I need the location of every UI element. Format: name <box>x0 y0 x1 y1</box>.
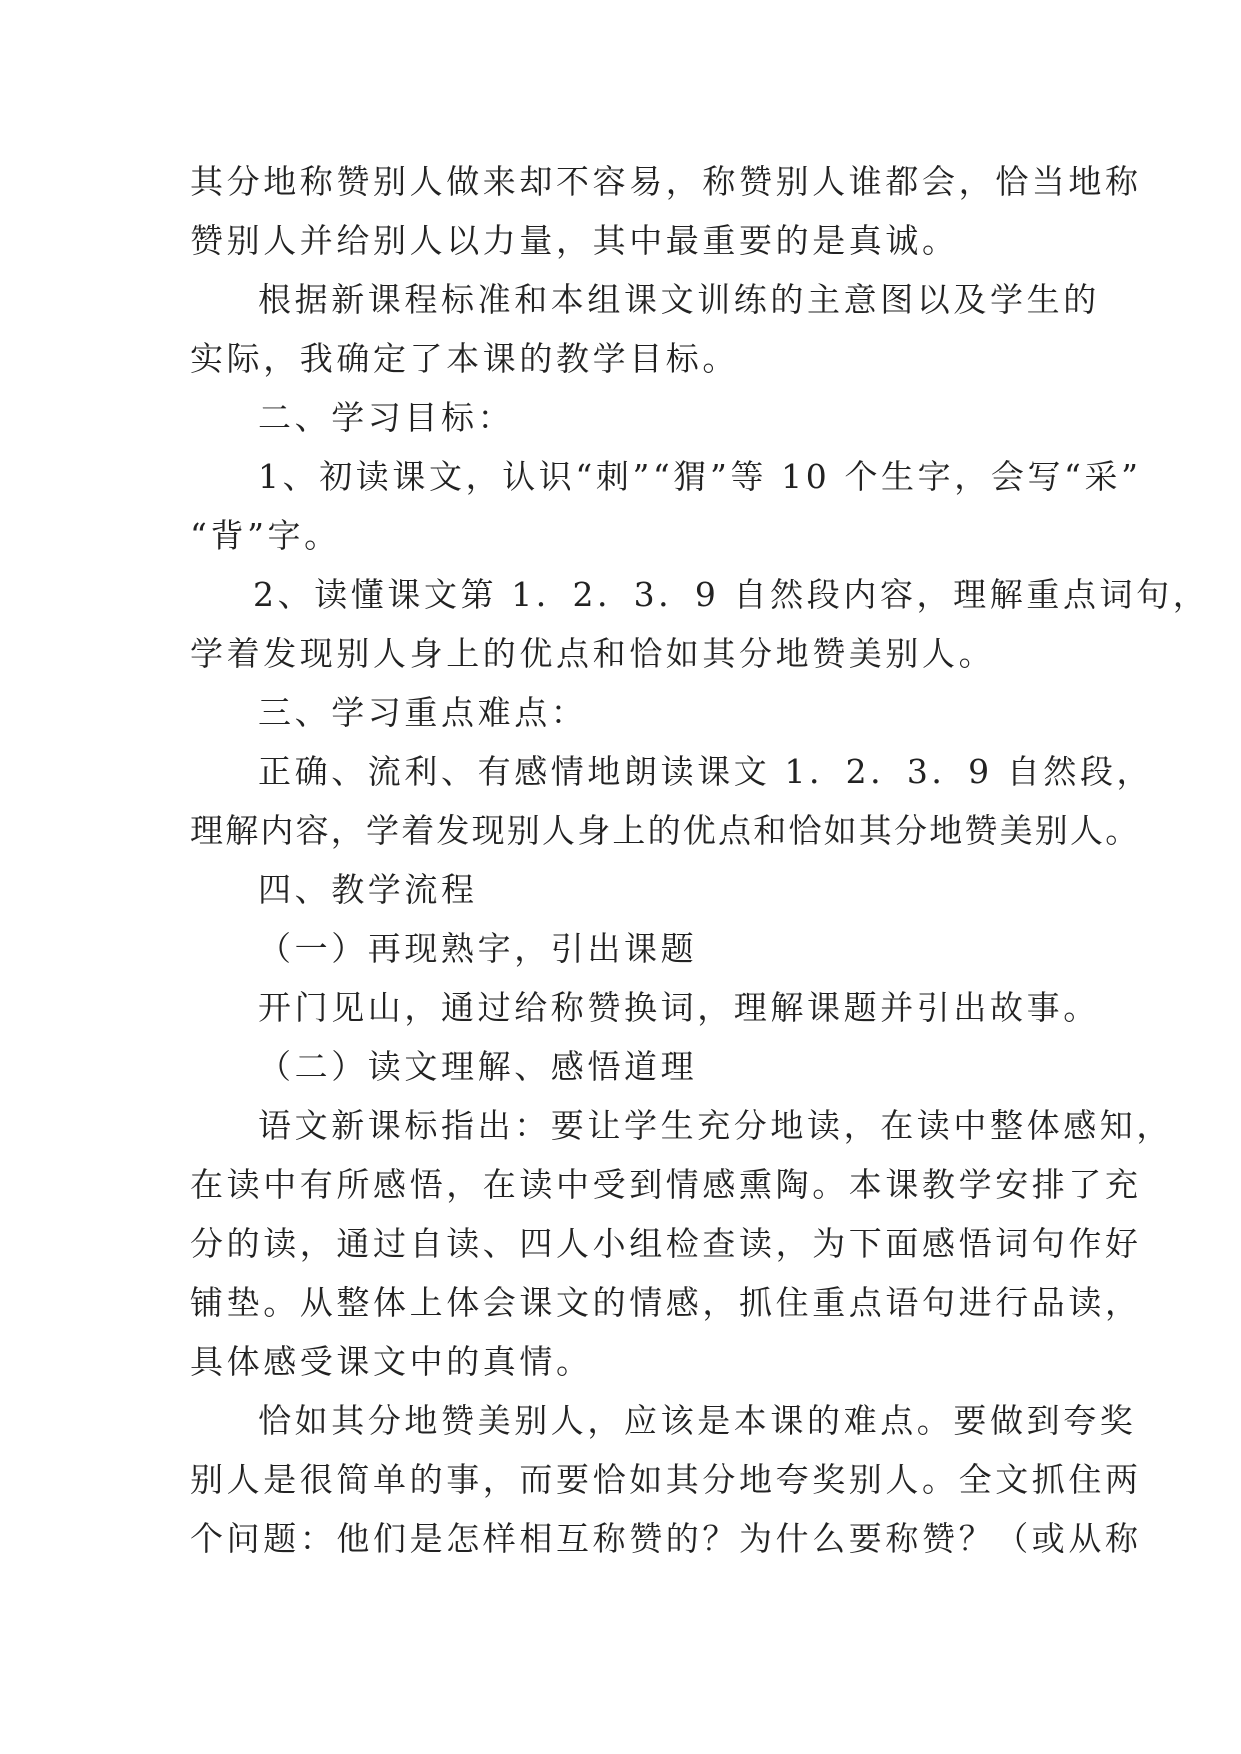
section-heading: 二、学习目标： <box>258 398 515 437</box>
paragraph-line: 别人是很简单的事，而要恰如其分地夸奖别人。全文抓住两 <box>190 1460 1142 1499</box>
paragraph-line: 在读中有所感悟，在读中受到情感熏陶。本课教学安排了充 <box>190 1165 1142 1204</box>
list-item-continuation: 学着发现别人身上的优点和恰如其分地赞美别人。 <box>190 634 996 673</box>
paragraph-line: 赞别人并给别人以力量，其中最重要的是真诚。 <box>190 221 959 260</box>
paragraph-line: 恰如其分地赞美别人，应该是本课的难点。要做到夸奖 <box>258 1401 1137 1440</box>
paragraph-line: 语文新课标指出：要让学生充分地读，在读中整体感知， <box>258 1106 1173 1145</box>
paragraph-line: 分的读，通过自读、四人小组检查读，为下面感悟词句作好 <box>190 1224 1142 1263</box>
paragraph-line: 根据新课程标准和本组课文训练的主意图以及学生的 <box>258 280 1100 319</box>
subsection-heading: （一）再现熟字，引出课题 <box>258 929 698 968</box>
paragraph-line: 具体感受课文中的真情。 <box>190 1342 593 1381</box>
paragraph-line: 开门见山，通过给称赞换词，理解课题并引出故事。 <box>258 988 1100 1027</box>
section-heading: 四、教学流程 <box>258 870 478 909</box>
paragraph-line: 个问题：他们是怎样相互称赞的？为什么要称赞？（或从称 <box>190 1519 1142 1558</box>
paragraph-line: 其分地称赞别人做来却不容易，称赞别人谁都会，恰当地称 <box>190 162 1142 201</box>
list-item: 2、读懂课文第 1．2．3．9 自然段内容，理解重点词句， <box>253 575 1210 614</box>
paragraph-line: 实际，我确定了本课的教学目标。 <box>190 339 739 378</box>
list-item: 1、初读课文，认识“刺”“猬”等 10 个生字，会写“采” <box>258 457 1142 496</box>
subsection-heading: （二）读文理解、感悟道理 <box>258 1047 698 1086</box>
list-item-continuation: “背”字。 <box>190 516 341 555</box>
paragraph-line: 理解内容，学着发现别人身上的优点和恰如其分地赞美别人。 <box>190 811 1141 850</box>
section-heading: 三、学习重点难点： <box>258 693 588 732</box>
paragraph-line: 正确、流利、有感情地朗读课文 1．2．3．9 自然段， <box>258 752 1154 791</box>
paragraph-line: 铺垫。从整体上体会课文的情感，抓住重点语句进行品读， <box>190 1283 1142 1322</box>
